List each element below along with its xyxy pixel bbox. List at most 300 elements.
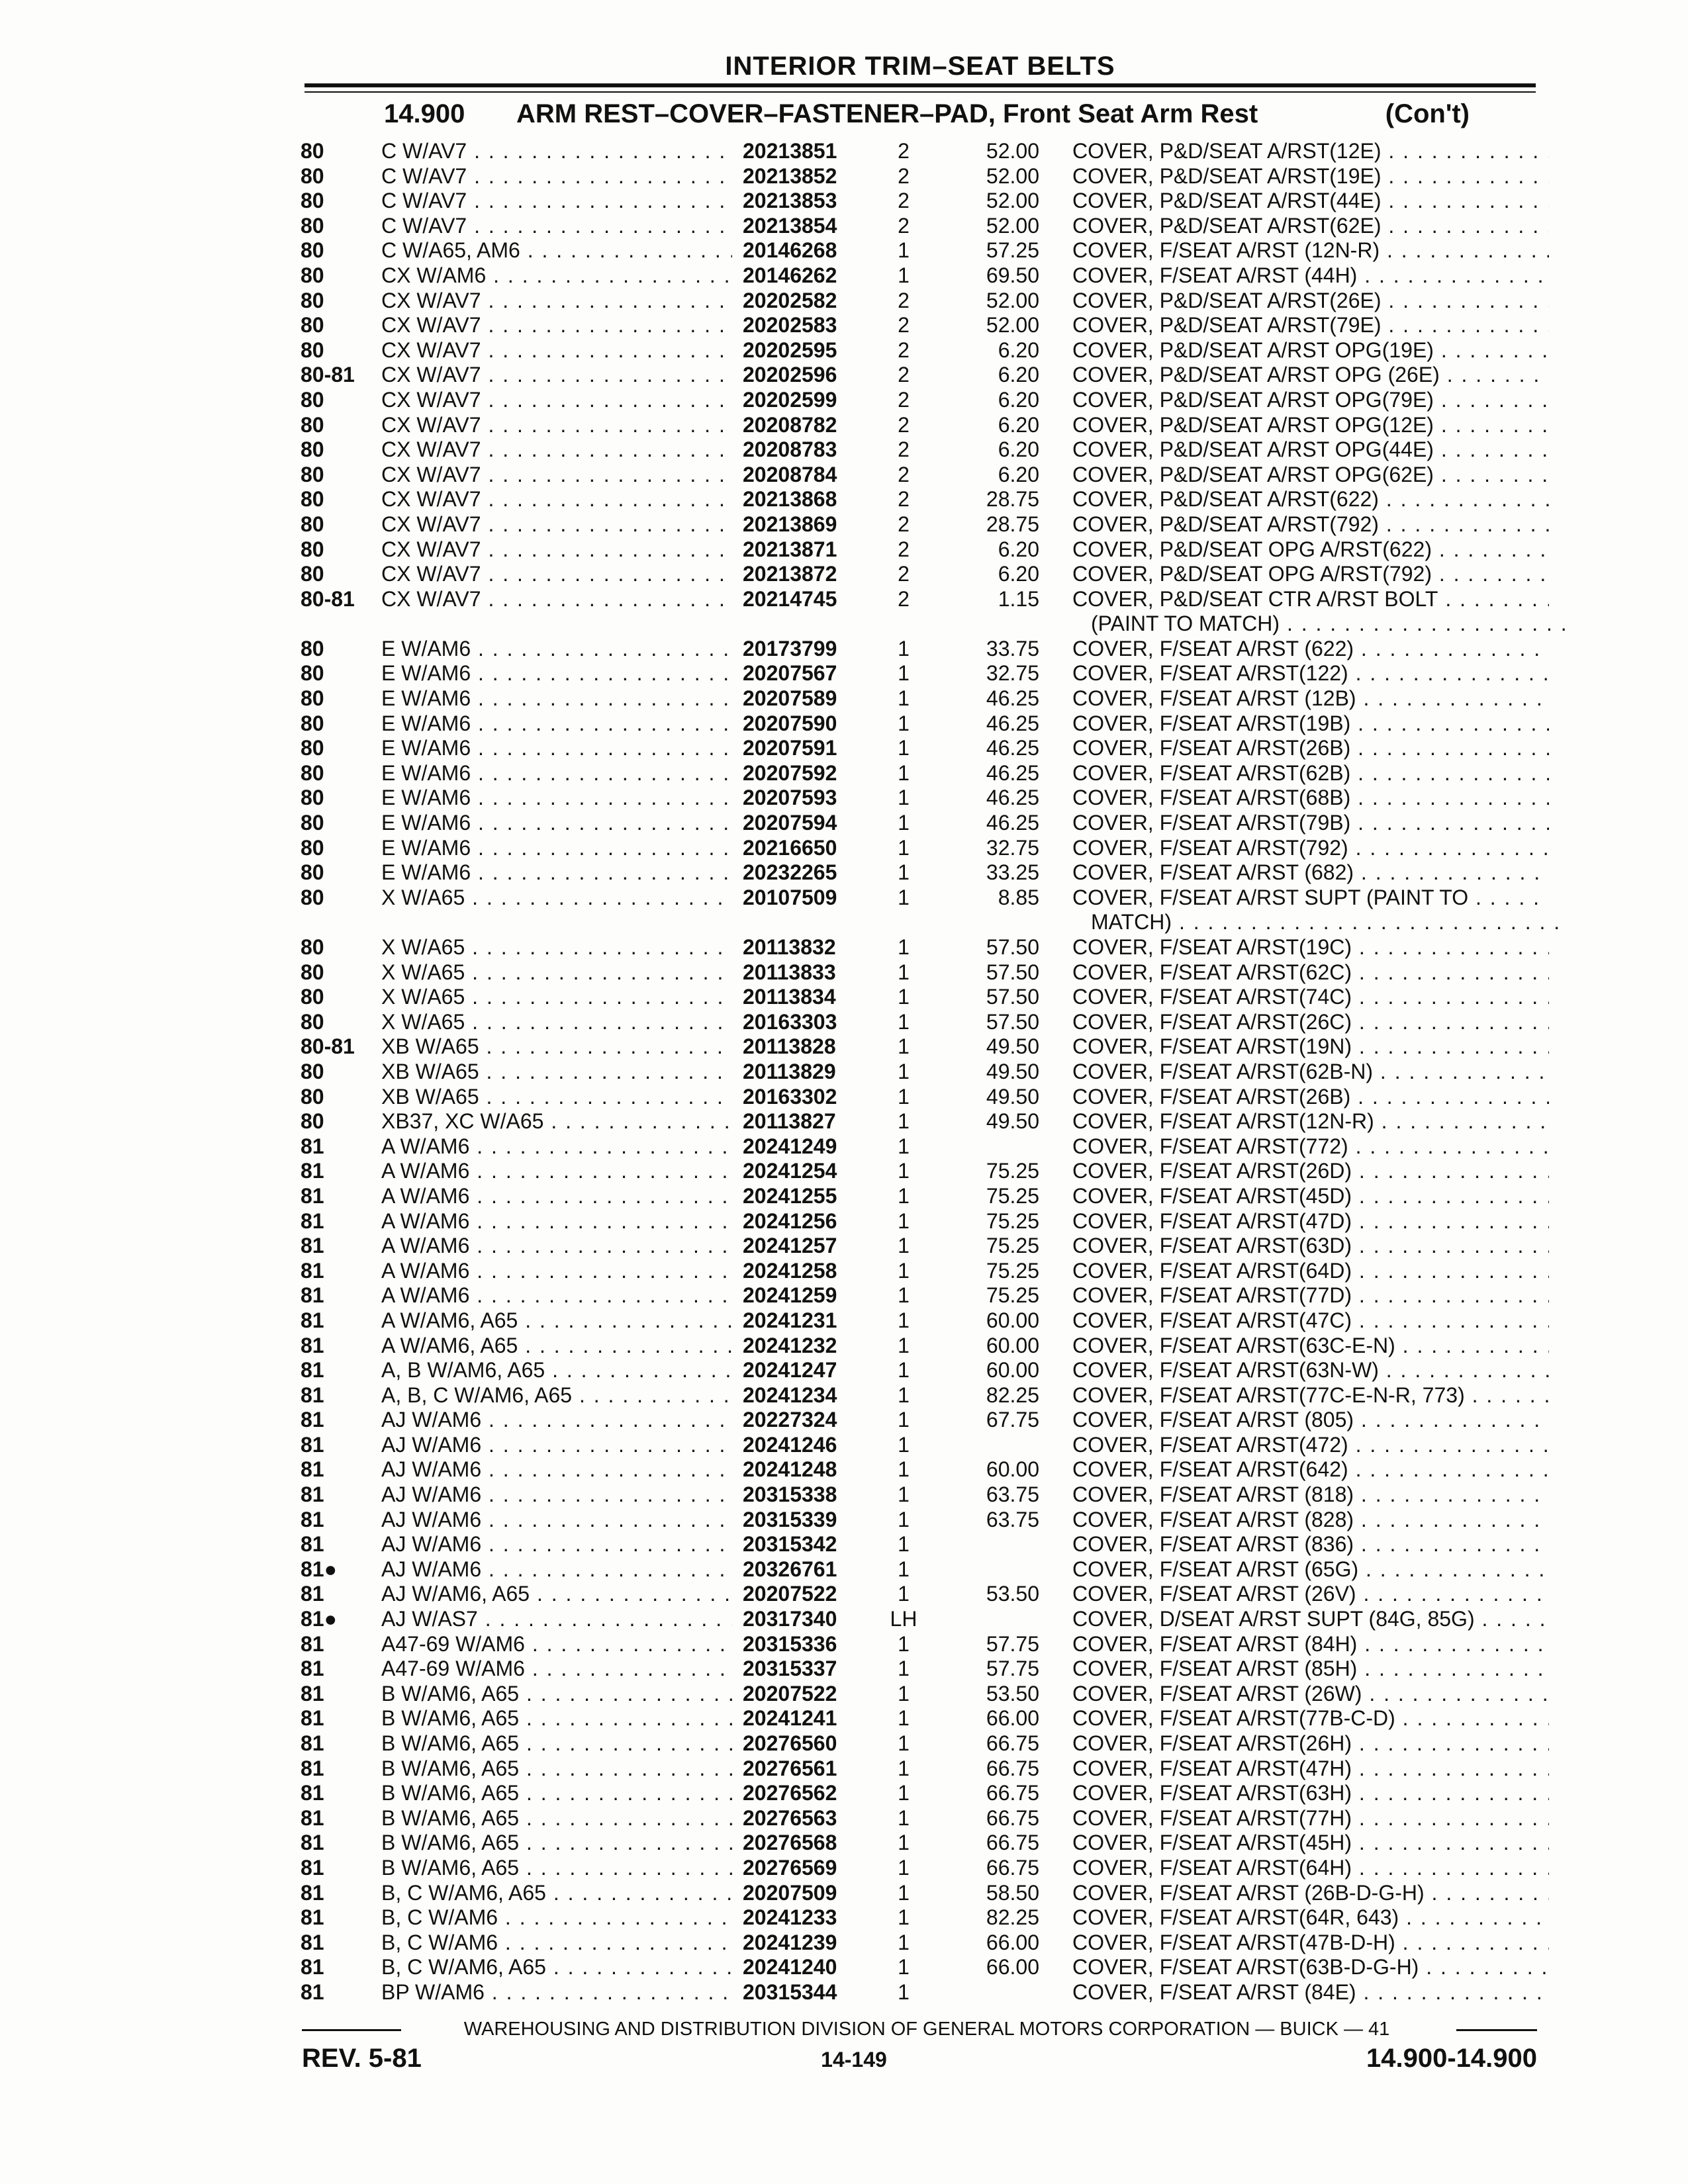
model-code: AJ W/AM6 . . . (381, 1433, 732, 1458)
description: COVER, F/SEAT A/RST(77D) . . . (1072, 1283, 1549, 1308)
model-code: B W/AM6, A65 . . . (381, 1706, 732, 1731)
part-number: 20241256 (743, 1208, 837, 1233)
quantity: 1 (898, 1009, 910, 1034)
quantity: 1 (898, 1930, 910, 1954)
quantity: 1 (898, 786, 910, 810)
model-year: 80 (301, 760, 324, 785)
table-row (0, 1334, 1688, 1359)
description: COVER, F/SEAT A/RST(74C) . . . (1072, 985, 1549, 1010)
quantity: 2 (898, 189, 910, 213)
description: COVER, F/SEAT A/RST(26D) . . . (1072, 1159, 1549, 1184)
model-year: 81 (301, 1507, 324, 1531)
table-row (0, 1085, 1688, 1110)
price: 6.20 (998, 412, 1039, 437)
table-row (0, 811, 1688, 836)
table-row (0, 587, 1688, 612)
model-year: 81 (301, 1408, 324, 1432)
description: COVER, F/SEAT A/RST (26W) . . . (1072, 1682, 1549, 1707)
footer-rule-right (1456, 2029, 1537, 2031)
table-row (0, 487, 1688, 512)
table-row (0, 537, 1688, 563)
quantity: 2 (898, 338, 910, 362)
part-number: 20241249 (743, 1134, 837, 1158)
description: COVER, F/SEAT A/RST(122) . . . (1072, 661, 1549, 686)
model-code: X W/A65 . . . (381, 960, 732, 985)
part-number: 20202583 (743, 313, 837, 338)
quantity: 1 (898, 1979, 910, 2004)
model-code: CX W/AM6 . . . (381, 263, 732, 289)
table-row (0, 164, 1688, 189)
part-number: 20213852 (743, 163, 837, 188)
description: COVER, F/SEAT A/RST(792) . . . (1072, 836, 1549, 861)
table-row (0, 637, 1688, 662)
model-code: X W/A65 . . . (381, 886, 732, 911)
quantity: 2 (898, 363, 910, 387)
model-code: E W/AM6 . . . (381, 811, 732, 836)
description: COVER, F/SEAT A/RST(79B) . . . (1072, 811, 1549, 836)
table-row (0, 886, 1688, 911)
description: COVER, F/SEAT A/RST (836) . . . (1072, 1532, 1549, 1557)
model-year: 80 (301, 985, 324, 1009)
section-code: 14.900 (384, 99, 465, 128)
model-code: A W/AM6, A65 . . . (381, 1334, 732, 1359)
model-code: E W/AM6 . . . (381, 836, 732, 861)
price: 52.00 (986, 139, 1039, 163)
description: (PAINT TO MATCH) . . . (1091, 612, 1568, 637)
model-code: AJ W/AM6 . . . (381, 1457, 732, 1482)
model-year: 80 (301, 437, 324, 462)
table-row (0, 711, 1688, 737)
table-row (0, 985, 1688, 1010)
quantity: 1 (898, 636, 910, 660)
table-row (0, 786, 1688, 811)
part-number: 20241239 (743, 1930, 837, 1954)
model-code: AJ W/AM6 . . . (381, 1508, 732, 1533)
description: COVER, F/SEAT A/RST(77B-C-D) . . . (1072, 1706, 1549, 1731)
quantity: 1 (898, 1308, 910, 1332)
price: 52.00 (986, 189, 1039, 213)
description: COVER, P&D/SEAT A/RST(79E) . . . (1072, 313, 1549, 338)
model-year: 80 (301, 835, 324, 860)
price: 49.50 (986, 1084, 1039, 1109)
price: 53.50 (986, 1681, 1039, 1706)
price: 75.25 (986, 1234, 1039, 1258)
price: 49.50 (986, 1034, 1039, 1059)
quantity: 1 (898, 661, 910, 686)
table-row (0, 313, 1688, 338)
table-row (0, 289, 1688, 314)
table-row (0, 1557, 1688, 1582)
quantity: 1 (898, 1358, 910, 1383)
model-code: AJ W/AM6 . . . (381, 1482, 732, 1508)
quantity: 1 (898, 1159, 910, 1183)
price: 63.75 (986, 1482, 1039, 1507)
model-code: E W/AM6 . . . (381, 661, 732, 686)
description: COVER, F/SEAT A/RST (12N-R) . . . (1072, 238, 1549, 263)
model-code: AJ W/AM6 . . . (381, 1532, 732, 1557)
price: 49.50 (986, 1059, 1039, 1083)
model-year: 81 (301, 1159, 324, 1183)
part-number: 20207592 (743, 760, 837, 785)
model-code: AJ W/AS7 . . . (381, 1607, 732, 1632)
table-row (0, 1482, 1688, 1508)
price: 53.50 (986, 1582, 1039, 1606)
description: COVER, F/SEAT A/RST (682) . . . (1072, 860, 1549, 886)
quantity: 2 (898, 288, 910, 312)
part-number: 20202595 (743, 338, 837, 362)
price: 60.00 (986, 1457, 1039, 1482)
part-number: 20202599 (743, 387, 837, 412)
table-row (0, 836, 1688, 861)
table-row (0, 1109, 1688, 1134)
model-year: 80 (301, 213, 324, 238)
table-row (0, 1010, 1688, 1035)
quantity: 1 (898, 1681, 910, 1706)
description: COVER, F/SEAT A/RST(62C) . . . (1072, 960, 1549, 985)
model-code: A W/AM6 . . . (381, 1159, 732, 1184)
description: MATCH) . . . (1091, 910, 1568, 935)
description: COVER, P&D/SEAT A/RST OPG(62E) . . . (1072, 463, 1549, 488)
model-code: E W/AM6 . . . (381, 786, 732, 811)
description: COVER, F/SEAT A/RST (65G) . . . (1072, 1557, 1549, 1582)
description: COVER, F/SEAT A/RST(26H) . . . (1072, 1731, 1549, 1756)
table-row (0, 1856, 1688, 1881)
price: 6.20 (998, 387, 1039, 412)
quantity: 1 (898, 1134, 910, 1158)
part-number: 20213872 (743, 562, 837, 586)
description: COVER, P&D/SEAT A/RST(62E) . . . (1072, 214, 1549, 239)
part-number: 20232265 (743, 860, 837, 885)
description: COVER, F/SEAT A/RST(45H) . . . (1072, 1831, 1549, 1856)
quantity: 1 (898, 711, 910, 735)
part-number: 20241231 (743, 1308, 837, 1332)
quantity: 2 (898, 462, 910, 486)
table-row (0, 1034, 1688, 1060)
price: 57.50 (986, 960, 1039, 984)
quantity: 2 (898, 213, 910, 238)
quantity: 1 (898, 263, 910, 287)
part-number: 20113829 (743, 1059, 836, 1083)
description: COVER, F/SEAT A/RST(63C-E-N) . . . (1072, 1334, 1549, 1359)
part-number: 20213869 (743, 512, 837, 536)
model-code: XB W/A65 . . . (381, 1060, 732, 1085)
quantity: 2 (898, 487, 910, 512)
description: COVER, F/SEAT A/RST (26B-D-G-H) . . . (1072, 1881, 1549, 1906)
price: 28.75 (986, 512, 1039, 536)
model-year: 81 (301, 1979, 324, 2004)
description: COVER, F/SEAT A/RST(772) . . . (1072, 1134, 1549, 1160)
part-number: 20208783 (743, 437, 837, 462)
table-row (0, 1209, 1688, 1234)
part-number: 20213871 (743, 537, 837, 561)
table-row (0, 189, 1688, 214)
price: 46.25 (986, 786, 1039, 810)
table-row (0, 1931, 1688, 1956)
part-number: 20113827 (743, 1109, 836, 1134)
model-code: CX W/AV7 . . . (381, 313, 732, 338)
price: 66.75 (986, 1731, 1039, 1755)
model-year: 80 (301, 462, 324, 486)
header-rule-thin (305, 91, 1536, 93)
description: COVER, D/SEAT A/RST SUPT (84G, 85G) . . . (1072, 1607, 1549, 1632)
price: 60.00 (986, 1358, 1039, 1383)
quantity: 1 (898, 1408, 910, 1432)
part-number: 20315337 (743, 1657, 837, 1681)
description: COVER, P&D/SEAT OPG A/RST(792) . . . (1072, 562, 1549, 587)
model-code: A47-69 W/AM6 . . . (381, 1657, 732, 1682)
part-number: 20207589 (743, 686, 837, 711)
table-row (0, 1433, 1688, 1458)
price: 66.75 (986, 1831, 1039, 1855)
price: 57.50 (986, 1009, 1039, 1034)
description: COVER, F/SEAT A/RST(47D) . . . (1072, 1209, 1549, 1234)
price: 58.50 (986, 1880, 1039, 1905)
description: COVER, F/SEAT A/RST(47B-D-H) . . . (1072, 1931, 1549, 1956)
table-row (0, 1383, 1688, 1408)
quantity: 1 (898, 1457, 910, 1482)
table-row (0, 1308, 1688, 1334)
quantity: 1 (898, 1805, 910, 1830)
price: 1.15 (998, 586, 1039, 611)
table-row (0, 960, 1688, 985)
part-number: 20208782 (743, 412, 837, 437)
price: 33.75 (986, 636, 1039, 660)
part-number: 20213868 (743, 487, 837, 512)
price: 66.00 (986, 1930, 1039, 1954)
description: COVER, F/SEAT A/RST (44H) . . . (1072, 263, 1549, 289)
quantity: 2 (898, 586, 910, 611)
part-number: 20107509 (743, 885, 837, 909)
part-number: 20213851 (743, 139, 837, 163)
model-year: 81● (301, 1557, 337, 1581)
part-number: 20146262 (743, 263, 837, 287)
price: 6.20 (998, 562, 1039, 586)
part-number: 20315338 (743, 1482, 837, 1507)
table-row (0, 1582, 1688, 1607)
description: COVER, F/SEAT A/RST(642) . . . (1072, 1457, 1549, 1482)
part-number: 20202596 (743, 363, 837, 387)
model-year: 81 (301, 1283, 324, 1308)
description: COVER, F/SEAT A/RST SUPT (PAINT TO . . . (1072, 886, 1549, 911)
part-number: 20276561 (743, 1756, 837, 1780)
model-year: 81 (301, 1905, 324, 1930)
page-title: INTERIOR TRIM–SEAT BELTS (725, 52, 1115, 81)
price: 69.50 (986, 263, 1039, 287)
part-number: 20326761 (743, 1557, 837, 1581)
price: 67.75 (986, 1408, 1039, 1432)
description: COVER, F/SEAT A/RST(26C) . . . (1072, 1010, 1549, 1035)
part-number: 20241232 (743, 1333, 837, 1357)
part-number: 20113832 (743, 935, 836, 959)
footer-division: WAREHOUSING AND DISTRIBUTION DIVISION OF GENERAL MOTORS CORPORATION — BUICK — 41 (463, 2019, 1390, 2040)
model-year: 81 (301, 1955, 324, 1979)
description: COVER, P&D/SEAT A/RST(12E) . . . (1072, 139, 1549, 164)
price: 28.75 (986, 487, 1039, 512)
model-code: A W/AM6 . . . (381, 1209, 732, 1234)
model-code: A W/AM6 . . . (381, 1283, 732, 1308)
quantity: 1 (898, 885, 910, 909)
model-year: 80 (301, 885, 324, 909)
table-row (0, 1060, 1688, 1085)
price: 8.85 (998, 885, 1039, 909)
model-code: CX W/AV7 . . . (381, 363, 732, 388)
quantity: 1 (898, 1333, 910, 1357)
quantity: 2 (898, 512, 910, 536)
quantity: 1 (898, 985, 910, 1009)
quantity: 1 (898, 1631, 910, 1656)
model-code: A47-69 W/AM6 . . . (381, 1632, 732, 1657)
model-year: 80 (301, 960, 324, 984)
model-code: B, C W/AM6 . . . (381, 1905, 732, 1931)
model-code: C W/AV7 . . . (381, 189, 732, 214)
quantity: 1 (898, 686, 910, 711)
model-code: BP W/AM6 . . . (381, 1980, 732, 2005)
table-row (0, 1806, 1688, 1831)
description: COVER, F/SEAT A/RST(68B) . . . (1072, 786, 1549, 811)
model-code: CX W/AV7 . . . (381, 487, 732, 512)
part-number: 20202582 (743, 288, 837, 312)
section-title: ARM REST–COVER–FASTENER–PAD, Front Seat Arm Rest (516, 99, 1258, 128)
quantity: 1 (898, 1557, 910, 1581)
model-year: 80 (301, 288, 324, 312)
quantity: 1 (898, 1482, 910, 1507)
model-code: CX W/AV7 . . . (381, 413, 732, 438)
model-code: CX W/AV7 . . . (381, 587, 732, 612)
table-row (0, 736, 1688, 761)
table-row (0, 139, 1688, 164)
model-year: 80-81 (301, 586, 355, 611)
description: COVER, F/SEAT A/RST (622) . . . (1072, 637, 1549, 662)
quantity: 1 (898, 935, 910, 959)
model-code: A W/AM6 . . . (381, 1134, 732, 1160)
model-code: B W/AM6, A65 . . . (381, 1682, 732, 1707)
quantity: 1 (898, 1234, 910, 1258)
part-number: 20315344 (743, 1979, 837, 2004)
model-code: A W/AM6 . . . (381, 1259, 732, 1284)
model-year: 81 (301, 1208, 324, 1233)
description: COVER, F/SEAT A/RST(47C) . . . (1072, 1308, 1549, 1334)
model-code: C W/A65, AM6 . . . (381, 238, 732, 263)
model-year: 80 (301, 163, 324, 188)
part-number: 20241258 (743, 1258, 837, 1283)
price: 46.25 (986, 811, 1039, 835)
table-row (0, 1607, 1688, 1632)
model-year: 80 (301, 487, 324, 512)
quantity: 1 (898, 1283, 910, 1308)
model-code: B W/AM6, A65 . . . (381, 1781, 732, 1806)
price: 52.00 (986, 288, 1039, 312)
model-code: E W/AM6 . . . (381, 761, 732, 786)
model-year: 81● (301, 1607, 337, 1631)
model-code: B W/AM6, A65 . . . (381, 1806, 732, 1831)
table-row (0, 1881, 1688, 1906)
quantity: 1 (898, 1756, 910, 1780)
price: 52.00 (986, 313, 1039, 338)
model-year: 80-81 (301, 1034, 355, 1059)
model-code: B W/AM6, A65 . . . (381, 1756, 732, 1782)
quantity: 1 (898, 1831, 910, 1855)
model-code: X W/A65 . . . (381, 985, 732, 1010)
table-row (0, 1756, 1688, 1782)
description: COVER, F/SEAT A/RST(63H) . . . (1072, 1781, 1549, 1806)
model-code: A W/AM6 . . . (381, 1184, 732, 1209)
model-year: 80 (301, 189, 324, 213)
model-code: B, C W/AM6, A65 . . . (381, 1881, 732, 1906)
part-number: 20163303 (743, 1009, 837, 1034)
model-code: CX W/AV7 . . . (381, 562, 732, 587)
table-row (0, 910, 1688, 935)
model-code: CX W/AV7 . . . (381, 289, 732, 314)
description: COVER, F/SEAT A/RST(45D) . . . (1072, 1184, 1549, 1209)
model-code: B W/AM6, A65 . . . (381, 1831, 732, 1856)
model-year: 80 (301, 537, 324, 561)
table-row (0, 388, 1688, 413)
part-number: 20113833 (743, 960, 836, 984)
part-number: 20276562 (743, 1781, 837, 1805)
model-code: C W/AV7 . . . (381, 139, 732, 164)
model-code: A, B, C W/AM6, A65 . . . (381, 1383, 732, 1408)
part-number: 20207594 (743, 811, 837, 835)
quantity: 2 (898, 139, 910, 163)
table-row (0, 1532, 1688, 1557)
part-number: 20213854 (743, 213, 837, 238)
model-year: 80 (301, 711, 324, 735)
price: 57.50 (986, 985, 1039, 1009)
table-row (0, 860, 1688, 886)
description: COVER, F/SEAT A/RST(62B) . . . (1072, 761, 1549, 786)
price: 6.20 (998, 363, 1039, 387)
header-rule (305, 83, 1536, 87)
model-year: 80 (301, 338, 324, 362)
quantity: 1 (898, 1880, 910, 1905)
model-year: 81 (301, 1308, 324, 1332)
model-code: B W/AM6, A65 . . . (381, 1731, 732, 1756)
quantity: 2 (898, 163, 910, 188)
table-row (0, 512, 1688, 537)
model-code: CX W/AV7 . . . (381, 437, 732, 463)
table-row (0, 612, 1688, 637)
table-row (0, 761, 1688, 786)
quantity: 1 (898, 1582, 910, 1606)
price: 75.25 (986, 1258, 1039, 1283)
model-year: 81 (301, 1657, 324, 1681)
part-number: 20207522 (743, 1582, 837, 1606)
part-number: 20113828 (743, 1034, 836, 1059)
description: COVER, P&D/SEAT A/RST OPG (26E) . . . (1072, 363, 1549, 388)
price: 66.75 (986, 1756, 1039, 1780)
description: COVER, F/SEAT A/RST(63N-W) . . . (1072, 1358, 1549, 1383)
footer-rule-left (302, 2029, 401, 2031)
model-code: XB37, XC W/A65 . . . (381, 1109, 732, 1134)
quantity: 1 (898, 1657, 910, 1681)
price: 46.25 (986, 686, 1039, 711)
section-heading (384, 99, 1536, 135)
description: COVER, F/SEAT A/RST(19C) . . . (1072, 935, 1549, 960)
part-number: 20241241 (743, 1706, 837, 1731)
model-year: 81 (301, 1383, 324, 1407)
price: 6.20 (998, 338, 1039, 362)
part-number: 20241233 (743, 1905, 837, 1930)
quantity: 1 (898, 1532, 910, 1557)
description: COVER, F/SEAT A/RST (818) . . . (1072, 1482, 1549, 1508)
price: 60.00 (986, 1308, 1039, 1332)
description: COVER, F/SEAT A/RST(77H) . . . (1072, 1806, 1549, 1831)
price: 66.75 (986, 1781, 1039, 1805)
quantity: 1 (898, 1109, 910, 1134)
model-code: B, C W/AM6, A65 . . . (381, 1955, 732, 1980)
model-code: A W/AM6 . . . (381, 1234, 732, 1259)
price: 32.75 (986, 661, 1039, 686)
